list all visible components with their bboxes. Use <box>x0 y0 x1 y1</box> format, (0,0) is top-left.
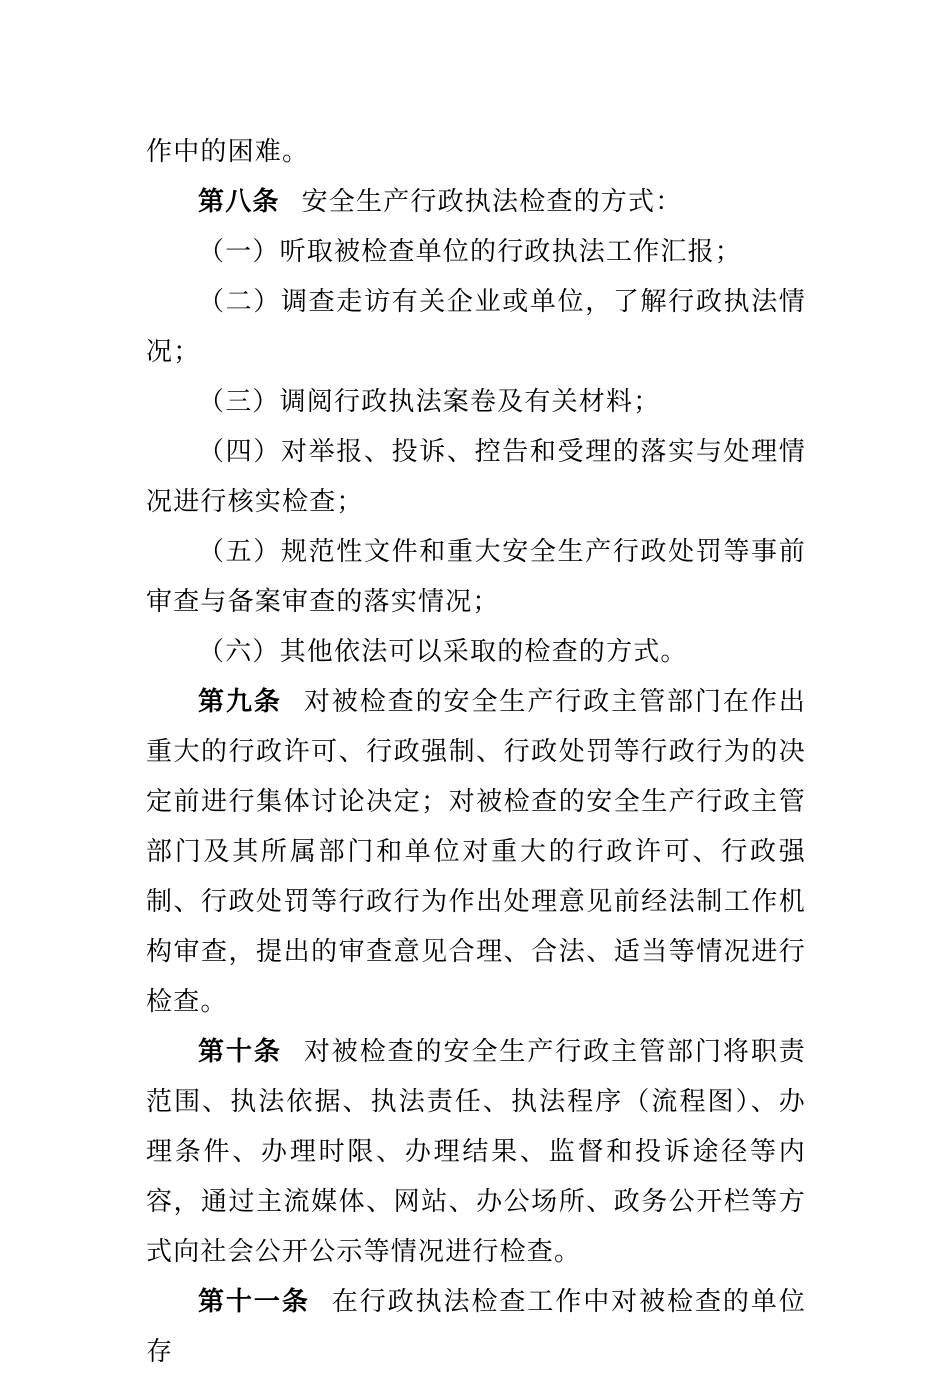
article-text: 在行政执法检查工作中对被检查的单位存 <box>146 1287 806 1367</box>
article-text: 对被检查的安全生产行政主管部门将职责范围、执法依据、执法责任、执法程序（流程图）、办理条件、办理时限、办理结果、监督和投诉途径等内容，通过主流媒体、网站、办公场所、政务公开栏等方式向社会公开公示等情况进行检查。 <box>146 1037 806 1267</box>
article-text: 安全生产行政执法检查的方式： <box>301 187 683 217</box>
paragraph-text: 作中的困难。 <box>146 137 310 167</box>
article-label: 第十一条 <box>198 1287 310 1317</box>
list-item-text: （五）规范性文件和重大安全生产行政处罚等事前审查与备案审查的落实情况； <box>146 537 806 617</box>
article-8 <box>146 177 806 227</box>
list-item-5 <box>146 527 806 627</box>
article-11 <box>146 1277 806 1377</box>
document-page <box>146 127 806 1377</box>
article-10 <box>146 1027 806 1277</box>
list-item-4 <box>146 427 806 527</box>
list-item-text: （三）调阅行政执法案卷及有关材料； <box>198 387 661 417</box>
article-9 <box>146 677 806 1027</box>
article-label: 第十条 <box>198 1037 282 1067</box>
list-item-6 <box>146 627 806 677</box>
article-label: 第八条 <box>198 187 280 217</box>
list-item-3 <box>146 377 806 427</box>
list-item-text: （六）其他依法可以采取的检查的方式。 <box>198 637 688 667</box>
article-label: 第九条 <box>198 687 282 717</box>
list-item-text: （四）对举报、投诉、控告和受理的落实与处理情况进行核实检查； <box>146 437 806 517</box>
list-item-1 <box>146 227 806 277</box>
list-item-text: （一）听取被检查单位的行政执法工作汇报； <box>198 237 743 267</box>
list-item-2 <box>146 277 806 377</box>
paragraph-continuation <box>146 127 806 177</box>
article-text: 对被检查的安全生产行政主管部门在作出重大的行政许可、行政强制、行政处罚等行政行为的决定前进行集体讨论决定；对被检查的安全生产行政主管部门及其所属部门和单位对重大的行政许可、行政强制、行政处罚等行政行为作出处理意见前经法制工作机构审查，提出的审查意见合理、合法、适当等情况进行检查。 <box>146 687 806 1017</box>
list-item-text: （二）调查走访有关企业或单位，了解行政执法情况； <box>146 287 806 367</box>
